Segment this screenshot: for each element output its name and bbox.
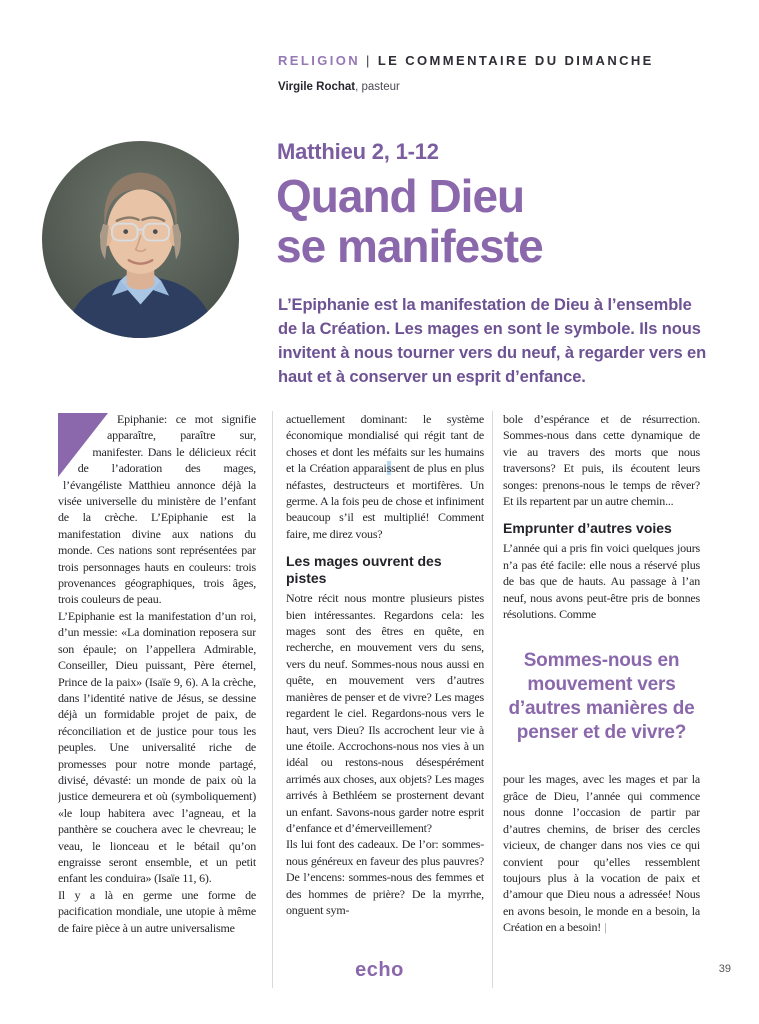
paragraph	[58, 411, 256, 608]
body-column-1	[58, 411, 256, 989]
section-header	[278, 53, 654, 68]
paragraph	[286, 411, 484, 542]
paragraph-text: pour les mages, avec les mages et par la grâce de Dieu, l’année qui commence nous donne l’occasion de partir par d’autres chemins, de briser des cercles vicieux, de changer dans nos vies ce qui convient pour qu’elles ressemblent toujours plus à la vocation de paix et d’amour que Dieu nous a adressée! Nous en avons besoin, le monde en a besoin, la Création en a besoin!	[503, 772, 700, 935]
subhead-voies: Emprunter d’autres voies	[503, 520, 672, 537]
article-title-line1: Quand Dieu	[276, 170, 525, 222]
pull-quote: Sommes-nous en mouvement vers d’autres manières de penser et de vivre?	[508, 650, 695, 744]
paragraph-text: sent de plus en plus néfastes, destructeurs et mortifères. Un germe. A la fois peu de chose et infiniment beaucoup s’il est multiplié! Comment faire, me direz vous?	[286, 461, 484, 541]
body-column-2	[286, 411, 484, 989]
byline	[278, 81, 400, 93]
paragraph: bole d’espérance et de résurrection. Sommes-nous dans cette dynamique de vie au travers des morts que nous traversons? Et puis, ils écoutent leurs songes: prenons-nous le temps de rêver? Et ils repartent par un autre chemin...	[503, 412, 700, 509]
paragraph	[503, 771, 700, 935]
author-role: , pasteur	[355, 81, 400, 93]
body-column-3	[503, 411, 700, 989]
bible-verse-kicker: Matthieu 2, 1-12	[277, 139, 439, 164]
paragraph-text: actuellement dominant: le système économique mondialisé qui régit tant de choses et dont les méfaits sur les humains et la Création apparai	[286, 412, 484, 476]
paragraph: Notre récit nous montre plusieurs pistes bien intéressantes. Regardons cela: les mages sont des êtres en quête, en recherche, en mouvement vers du sens, vers du neuf. Sommes-nous nous aussi en quête, en mouvement vers d’autres manières de penser et de vivre? Les mages regardent le ciel. Regardons-nous vers le haut, vers Dieu? Ils accrochent leur vie à une étoile. Accrochons-nous nos vies à un idéal ou restons-nous désespérément arrimés aux choses, aux objets? Les mages arrivés à Bethléem se prosternent devant un enfant. Savons-nous garder notre esprit d’enfance et d’émerveillement?	[286, 591, 484, 835]
subhead-mages: Les mages ouvrent des pistes	[286, 553, 442, 587]
paragraph: L’année qui a pris fin voici quelques jours n’a pas été facile: elle nous a réservé plus de bas que de hauts. Au passage à l’an neuf, nous avons peut-être pris de bonnes résolutions. Comme	[503, 541, 700, 622]
text-selection-highlight: s	[386, 461, 392, 476]
rubric-title: LE COMMENTAIRE DU DIMANCHE	[377, 53, 654, 68]
column-divider-2	[492, 411, 493, 988]
section-label: RELIGION	[278, 53, 361, 68]
header-separator: |	[366, 53, 372, 68]
end-of-article-mark: |	[604, 920, 607, 935]
page-number: 39	[718, 963, 731, 975]
article-title	[276, 171, 543, 271]
paragraph: Ils lui font des cadeaux. De l’or: sommes-nous généreux en faveur des plus pauvres? De l’encens: sommes-nous des femmes et des hommes de prière? De la myrrhe, onguent sym-	[286, 837, 484, 917]
paragraph: L’Epiphanie est la manifestation d’un roi, d’un messie: «La domination reposera sur son épaule; on l’appellera Admirable, Conseiller, Dieu puissant, Père éternel, Prince de la paix» (Isaïe 9, 6). A la crèche, dans l’identité native de Jésus, se dessine déjà un formidable projet de paix, de réconciliation et de justice pour tous les peuples. Une universalité riche de promesses pour notre monde partagé, divisé, dévasté: un monde de paix où la justice demeurera et où (symboliquement) «le loup habitera avec l’agneau, et la panthère se couchera avec le chevreau; le veau, le lionceau et le bétail qu’on engraisse seront ensemble, et un petit enfant les conduira» (Isaïe 11, 6).	[58, 608, 256, 886]
portrait-photo	[42, 141, 239, 338]
paragraph-text: Epiphanie: ce mot signifie apparaître, paraître sur, manifester. Dans le délicieux récit de l’adoration des mages, l’évangéliste Matthieu annonce déjà la visée universelle du ministère de l’enfant de la crèche. L’Epiphanie est la manifestation divine aux nations du monde. Ces nations sont représentées par trois personnages hauts en couleurs: trois provenances géographiques, trois âges, trois couleurs de peau.	[58, 412, 256, 607]
magazine-logo	[0, 959, 759, 982]
paragraph: Il y a là en germe une forme de pacification mondiale, une utopie à même de faire pièce à un autre universalisme	[58, 887, 256, 935]
author-name: Virgile Rochat	[278, 81, 356, 93]
column-divider-1	[272, 411, 273, 988]
magazine-logo-text: echo	[341, 959, 418, 981]
article-lead: L’Epiphanie est la manifestation de Dieu à l’ensemble de la Création. Les mages en sont le symbole. Ils nous invitent à nous tourner vers du neuf, à regarder vers en haut et à conserver un esprit d’enfance.	[278, 296, 707, 386]
portrait-illustration	[42, 141, 239, 338]
article-title-line2: se manifeste	[276, 220, 543, 272]
